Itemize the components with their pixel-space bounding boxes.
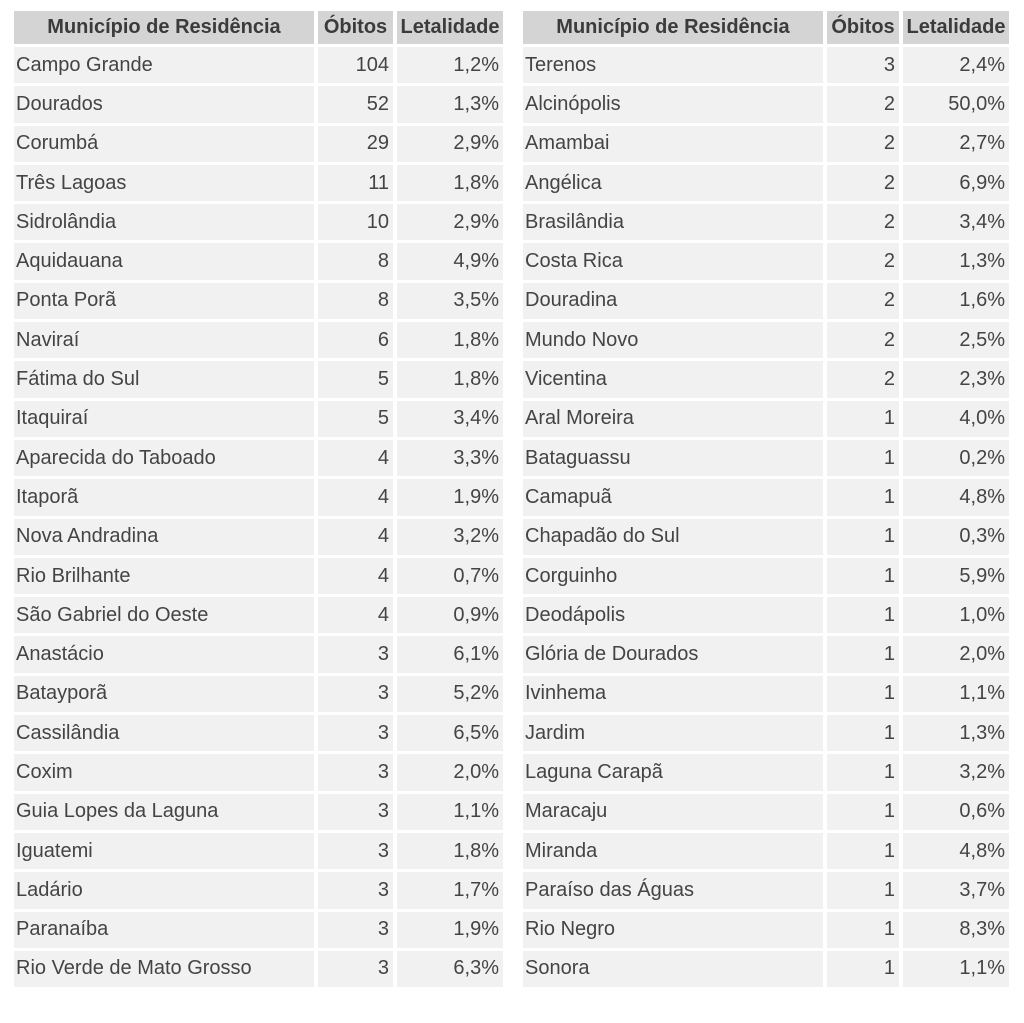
table-row [14,951,503,987]
cell-obitos: 1 [827,715,899,751]
cell-obitos: 11 [318,165,393,201]
cell-obitos: 1 [827,597,899,633]
table-row [14,283,503,319]
table-row [14,558,503,594]
cell-letalidade: 8,3% [903,912,1009,948]
cell-letalidade: 0,7% [397,558,503,594]
cell-obitos: 2 [827,126,899,162]
cell-municipio: Vicentina [523,361,823,397]
cell-municipio: Aquidauana [14,243,314,279]
table-row [523,912,1009,948]
cell-letalidade: 3,2% [397,519,503,555]
cell-obitos: 4 [318,479,393,515]
cell-obitos: 3 [318,833,393,869]
cell-municipio: Coxim [14,754,314,790]
cell-letalidade: 6,9% [903,165,1009,201]
cell-letalidade: 2,9% [397,204,503,240]
cell-letalidade: 6,3% [397,951,503,987]
table-row [523,126,1009,162]
cell-obitos: 1 [827,754,899,790]
cell-municipio: Chapadão do Sul [523,519,823,555]
table-row [523,204,1009,240]
cell-letalidade: 1,1% [903,951,1009,987]
cell-municipio: Maracaju [523,794,823,830]
cell-letalidade: 2,5% [903,322,1009,358]
cell-letalidade: 4,8% [903,833,1009,869]
cell-municipio: Ladário [14,872,314,908]
header-letalidade: Letalidade [397,11,503,44]
cell-obitos: 1 [827,676,899,712]
cell-letalidade: 2,3% [903,361,1009,397]
cell-obitos: 3 [318,754,393,790]
cell-obitos: 1 [827,636,899,672]
cell-letalidade: 2,4% [903,47,1009,83]
cell-municipio: Batayporã [14,676,314,712]
table-row [523,243,1009,279]
cell-letalidade: 3,4% [397,401,503,437]
table-row [523,754,1009,790]
header-municipio: Município de Residência [14,11,314,44]
cell-obitos: 4 [318,440,393,476]
cell-municipio: Itaporã [14,479,314,515]
table-row [523,440,1009,476]
cell-letalidade: 6,1% [397,636,503,672]
cell-municipio: Campo Grande [14,47,314,83]
cell-letalidade: 0,9% [397,597,503,633]
cell-letalidade: 0,6% [903,794,1009,830]
cell-letalidade: 4,9% [397,243,503,279]
header-municipio: Município de Residência [523,11,823,44]
cell-obitos: 8 [318,243,393,279]
cell-letalidade: 1,8% [397,165,503,201]
cell-obitos: 2 [827,361,899,397]
cell-obitos: 1 [827,794,899,830]
cell-letalidade: 3,4% [903,204,1009,240]
cell-municipio: Bataguassu [523,440,823,476]
cell-obitos: 52 [318,86,393,122]
cell-letalidade: 1,9% [397,479,503,515]
table-row [14,794,503,830]
cell-obitos: 1 [827,872,899,908]
cell-obitos: 10 [318,204,393,240]
deaths-table-right [519,8,1013,990]
cell-obitos: 1 [827,912,899,948]
table-row [14,322,503,358]
header-letalidade: Letalidade [903,11,1009,44]
cell-obitos: 6 [318,322,393,358]
table-row [523,283,1009,319]
table-row [523,479,1009,515]
cell-letalidade: 1,2% [397,47,503,83]
cell-obitos: 2 [827,165,899,201]
header-obitos: Óbitos [318,11,393,44]
header-row [523,11,1009,44]
table-row [14,361,503,397]
cell-obitos: 3 [318,676,393,712]
cell-letalidade: 2,9% [397,126,503,162]
cell-obitos: 5 [318,361,393,397]
cell-obitos: 104 [318,47,393,83]
table-row [14,126,503,162]
cell-letalidade: 1,1% [903,676,1009,712]
cell-letalidade: 2,7% [903,126,1009,162]
cell-municipio: Dourados [14,86,314,122]
cell-letalidade: 1,3% [903,715,1009,751]
table-row [14,401,503,437]
cell-municipio: Amambai [523,126,823,162]
cell-letalidade: 6,5% [397,715,503,751]
table-row [523,636,1009,672]
table-row [14,440,503,476]
cell-obitos: 1 [827,440,899,476]
table-row [523,794,1009,830]
cell-obitos: 1 [827,833,899,869]
cell-obitos: 3 [318,794,393,830]
deaths-table-left [10,8,507,990]
cell-letalidade: 1,0% [903,597,1009,633]
cell-municipio: Glória de Dourados [523,636,823,672]
table-row [523,872,1009,908]
cell-obitos: 1 [827,951,899,987]
cell-obitos: 1 [827,401,899,437]
cell-municipio: Paranaíba [14,912,314,948]
cell-municipio: Terenos [523,47,823,83]
table-row [523,833,1009,869]
table-row [14,243,503,279]
table-row [14,479,503,515]
cell-obitos: 4 [318,519,393,555]
cell-municipio: Aral Moreira [523,401,823,437]
cell-municipio: Corguinho [523,558,823,594]
cell-municipio: Camapuã [523,479,823,515]
cell-obitos: 1 [827,479,899,515]
cell-letalidade: 3,3% [397,440,503,476]
cell-municipio: Guia Lopes da Laguna [14,794,314,830]
table-row [523,47,1009,83]
table-row [14,597,503,633]
cell-letalidade: 1,6% [903,283,1009,319]
cell-obitos: 3 [318,636,393,672]
table-row [14,676,503,712]
cell-municipio: Mundo Novo [523,322,823,358]
table-row [14,872,503,908]
cell-municipio: Douradina [523,283,823,319]
cell-municipio: Corumbá [14,126,314,162]
table-row [523,322,1009,358]
cell-municipio: Naviraí [14,322,314,358]
table-row [523,558,1009,594]
cell-letalidade: 1,3% [903,243,1009,279]
table-row [14,519,503,555]
cell-municipio: Costa Rica [523,243,823,279]
table-row [523,676,1009,712]
cell-letalidade: 0,3% [903,519,1009,555]
cell-obitos: 3 [318,951,393,987]
table-row [14,86,503,122]
cell-municipio: Itaquiraí [14,401,314,437]
cell-obitos: 2 [827,86,899,122]
table-row [14,833,503,869]
cell-municipio: Angélica [523,165,823,201]
cell-letalidade: 1,8% [397,361,503,397]
table-row [523,715,1009,751]
cell-letalidade: 0,2% [903,440,1009,476]
cell-letalidade: 1,9% [397,912,503,948]
cell-obitos: 2 [827,243,899,279]
cell-obitos: 1 [827,558,899,594]
cell-municipio: Laguna Carapã [523,754,823,790]
table-row [14,204,503,240]
cell-obitos: 3 [827,47,899,83]
cell-letalidade: 4,0% [903,401,1009,437]
cell-letalidade: 1,1% [397,794,503,830]
table-row [14,636,503,672]
table-row [523,519,1009,555]
cell-municipio: Rio Brilhante [14,558,314,594]
cell-letalidade: 1,7% [397,872,503,908]
table-row [14,165,503,201]
cell-municipio: Ivinhema [523,676,823,712]
cell-municipio: Nova Andradina [14,519,314,555]
cell-municipio: Cassilândia [14,715,314,751]
cell-municipio: Paraíso das Águas [523,872,823,908]
cell-municipio: Brasilândia [523,204,823,240]
cell-municipio: Jardim [523,715,823,751]
cell-municipio: Três Lagoas [14,165,314,201]
cell-obitos: 3 [318,715,393,751]
cell-obitos: 3 [318,872,393,908]
header-row [14,11,503,44]
cell-letalidade: 4,8% [903,479,1009,515]
cell-letalidade: 2,0% [903,636,1009,672]
cell-letalidade: 3,2% [903,754,1009,790]
table-row [523,401,1009,437]
cell-obitos: 1 [827,519,899,555]
cell-obitos: 5 [318,401,393,437]
cell-municipio: Alcinópolis [523,86,823,122]
cell-municipio: Aparecida do Taboado [14,440,314,476]
table-row [523,597,1009,633]
cell-letalidade: 5,9% [903,558,1009,594]
cell-municipio: São Gabriel do Oeste [14,597,314,633]
table-row [14,754,503,790]
cell-letalidade: 2,0% [397,754,503,790]
header-obitos: Óbitos [827,11,899,44]
table-row [523,86,1009,122]
cell-obitos: 4 [318,558,393,594]
cell-obitos: 2 [827,322,899,358]
table-row [523,361,1009,397]
cell-municipio: Sonora [523,951,823,987]
cell-letalidade: 50,0% [903,86,1009,122]
cell-obitos: 2 [827,204,899,240]
cell-municipio: Miranda [523,833,823,869]
cell-municipio: Rio Negro [523,912,823,948]
table-row [523,165,1009,201]
cell-municipio: Ponta Porã [14,283,314,319]
cell-obitos: 4 [318,597,393,633]
cell-letalidade: 1,8% [397,322,503,358]
cell-letalidade: 3,7% [903,872,1009,908]
cell-municipio: Sidrolândia [14,204,314,240]
cell-letalidade: 1,8% [397,833,503,869]
cell-letalidade: 1,3% [397,86,503,122]
cell-obitos: 8 [318,283,393,319]
table-row [14,715,503,751]
table-row [523,951,1009,987]
cell-municipio: Iguatemi [14,833,314,869]
cell-obitos: 2 [827,283,899,319]
cell-obitos: 3 [318,912,393,948]
cell-municipio: Rio Verde de Mato Grosso [14,951,314,987]
cell-letalidade: 3,5% [397,283,503,319]
cell-obitos: 29 [318,126,393,162]
cell-letalidade: 5,2% [397,676,503,712]
table-row [14,912,503,948]
table-row [14,47,503,83]
cell-municipio: Anastácio [14,636,314,672]
cell-municipio: Fátima do Sul [14,361,314,397]
cell-municipio: Deodápolis [523,597,823,633]
